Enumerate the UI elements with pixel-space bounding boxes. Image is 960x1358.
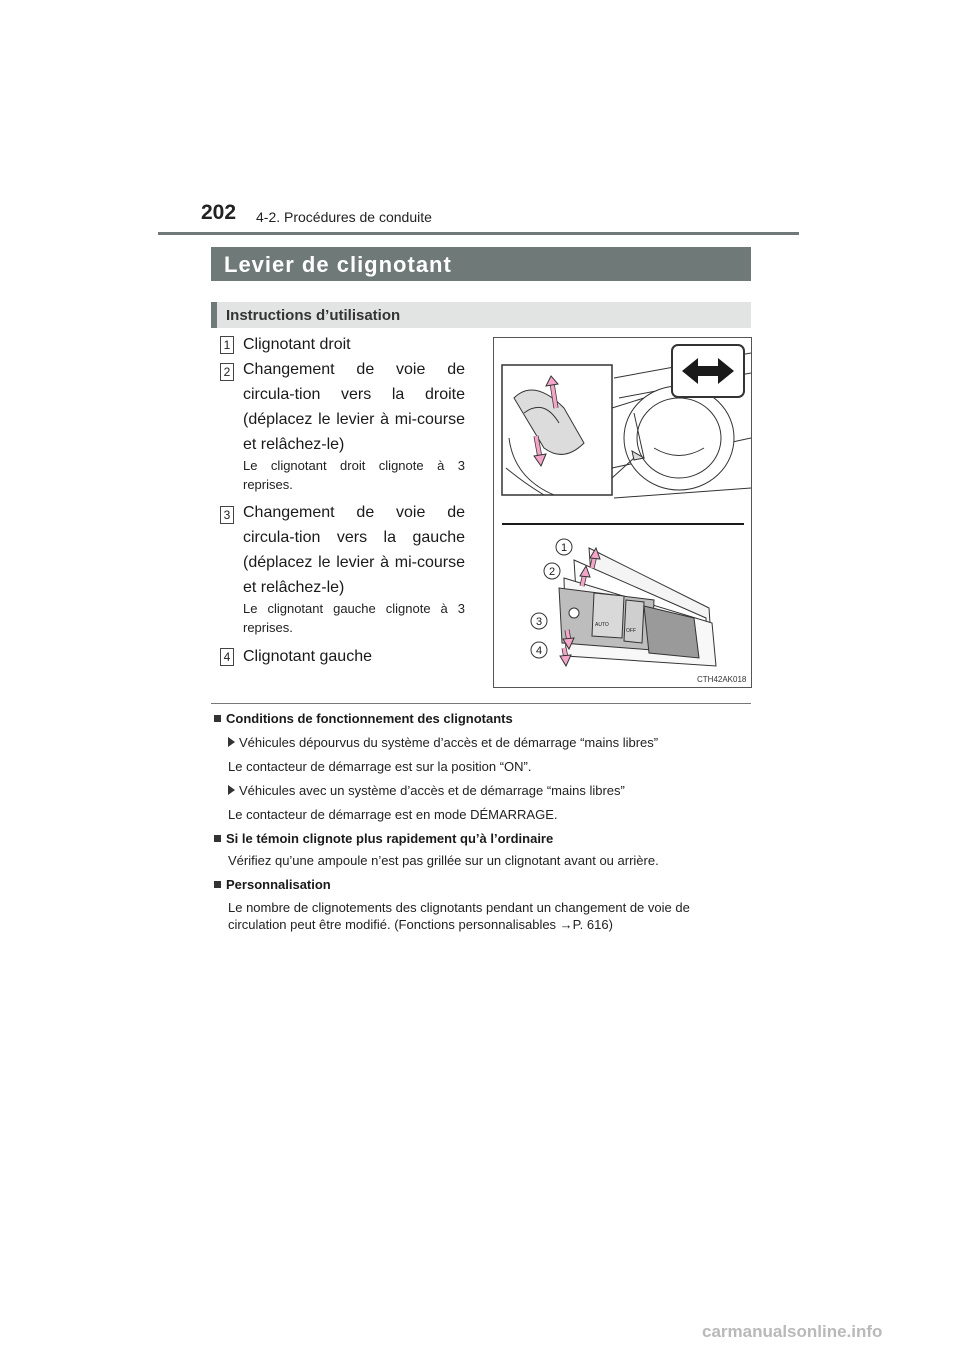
note-heading-personalisation: Personnalisation [214,877,331,892]
square-bullet-icon [214,835,221,842]
note-paragraph: Le nombre de clignotements des clignotants pendant un changement de voie de circulation peut être modifié. (Fonctions personnalisables →P. 616) [228,900,690,932]
square-bullet-icon [214,881,221,888]
callout-4: 4 [535,645,543,657]
notes-rule [211,703,751,704]
subtitle: Instructions d’utilisation [226,307,401,324]
subtitle-accent [211,302,217,328]
figure-illustration [494,338,751,687]
turn-signal-figure [493,337,752,688]
note-bullet-line: Véhicules avec un système d’accès et de démarrage “mains libres” [228,783,625,798]
item-text-3: Changement de voie de circula-tion vers la gauche (déplacez le levier à mi-course et relâchez-le) [243,504,465,596]
callout-1: 1 [560,542,568,554]
note-heading-fast-blink: Si le témoin clignote plus rapidement qu’à l’ordinaire [214,831,553,846]
note-text-line: Vérifiez qu’une ampoule n’est pas grillée sur un clignotant avant ou arrière. [228,853,659,868]
item-number-3: 3 [220,506,234,524]
left-right-arrow-icon [672,345,744,397]
subtitle-bar [211,302,751,328]
watermark: carmanualsonline.info [702,1322,883,1341]
square-bullet-icon [214,715,221,722]
note-text-line: Le contacteur de démarrage est en mode DÉMARRAGE. [228,807,558,822]
page-number: 202 [201,201,237,224]
lever-inset [502,365,644,495]
triangle-bullet-icon [228,785,235,795]
item-text-1: Clignotant droit [243,336,351,353]
note-text-line: Le contacteur de démarrage est sur la position “ON”. [228,759,532,774]
switch-label-auto: AUTO [595,622,609,628]
item-text-4: Clignotant gauche [243,648,372,665]
section-title-bar [211,247,751,281]
lever-positions [559,548,716,666]
item-number-2: 2 [220,363,234,381]
callout-3: 3 [535,616,543,628]
item-note-3: Le clignotant gauche clignote à 3 reprises. [243,601,465,635]
figure-code: CTH42AK018 [697,675,747,684]
section-title: Levier de clignotant [224,252,452,277]
triangle-bullet-icon [228,737,235,747]
callout-2: 2 [548,566,556,578]
note-heading-conditions: Conditions de fonctionnement des clignotants [214,711,513,726]
header-rule [158,232,799,235]
item-number-1: 1 [220,336,234,354]
section-reference: 4-2. Procédures de conduite [256,209,432,225]
switch-label-off: OFF [626,628,636,634]
item-note-2: Le clignotant droit clignote à 3 reprises. [243,458,465,492]
item-number-4: 4 [220,648,234,666]
item-text-2: Changement de voie de circula-tion vers la droite (déplacez le levier à mi-course et relâchez-le) [243,361,465,453]
note-bullet-line: Véhicules dépourvus du système d’accès et de démarrage “mains libres” [228,735,658,750]
